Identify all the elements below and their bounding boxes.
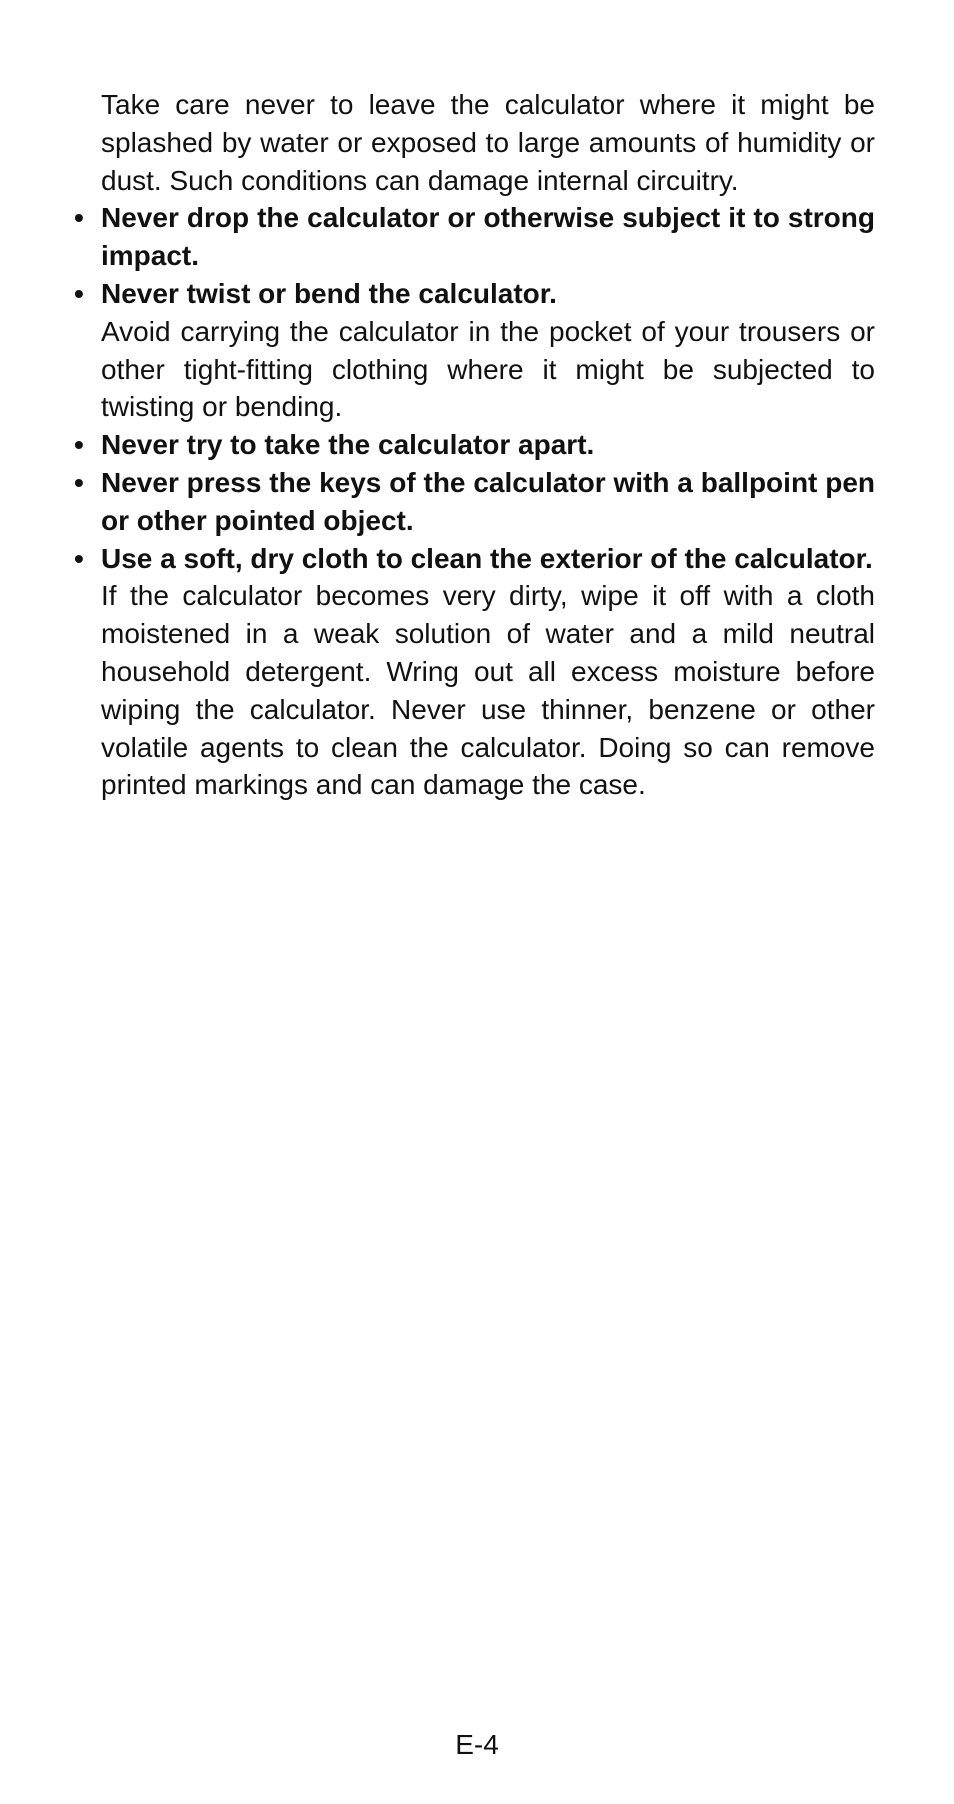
precaution-body-twist: Avoid carrying the calculator in the pocket of your trousers or other tight-fitting clothing where it might be subjected to twisting or bending. [101, 315, 875, 423]
precaution-item-apart [74, 426, 875, 464]
bullet-marker: • [74, 429, 84, 461]
precaution-item-drop [74, 199, 875, 275]
bullet-marker: • [74, 202, 84, 234]
precaution-heading: Use a soft, dry cloth to clean the exterior of the calculator. [101, 542, 873, 574]
precaution-heading: Never drop the calculator or otherwise subject it to strong impact. [101, 202, 875, 272]
precaution-heading: Never press the keys of the calculator with a ballpoint pen or other pointed object. [101, 466, 875, 536]
page-number: E-4 [455, 1729, 499, 1760]
bullet-marker: • [74, 542, 84, 574]
precaution-item-twist [74, 275, 875, 313]
precaution-item-keys [74, 464, 875, 540]
precaution-body-clean: If the calculator becomes very dirty, wipe it off with a cloth moistened in a weak solution of water and a mild neutral household detergent. Wring out all excess moisture before wiping the calculator. Never use thinner, benzene or other volatile agents to clean the calculator. Doing so can remove printed markings and can damage the case. [101, 580, 875, 801]
precaution-heading: Never try to take the calculator apart. [101, 429, 595, 461]
intro-paragraph: Take care never to leave the calculator where it might be splashed by water or exposed to large amounts of humidity or dust. Such conditions can damage internal circuitry. [101, 89, 875, 196]
precaution-heading: Never twist or bend the calculator. [101, 277, 557, 309]
page-content [74, 86, 875, 804]
bullet-marker: • [74, 277, 84, 309]
precaution-item-clean [74, 540, 875, 578]
bullet-marker: • [74, 466, 84, 498]
